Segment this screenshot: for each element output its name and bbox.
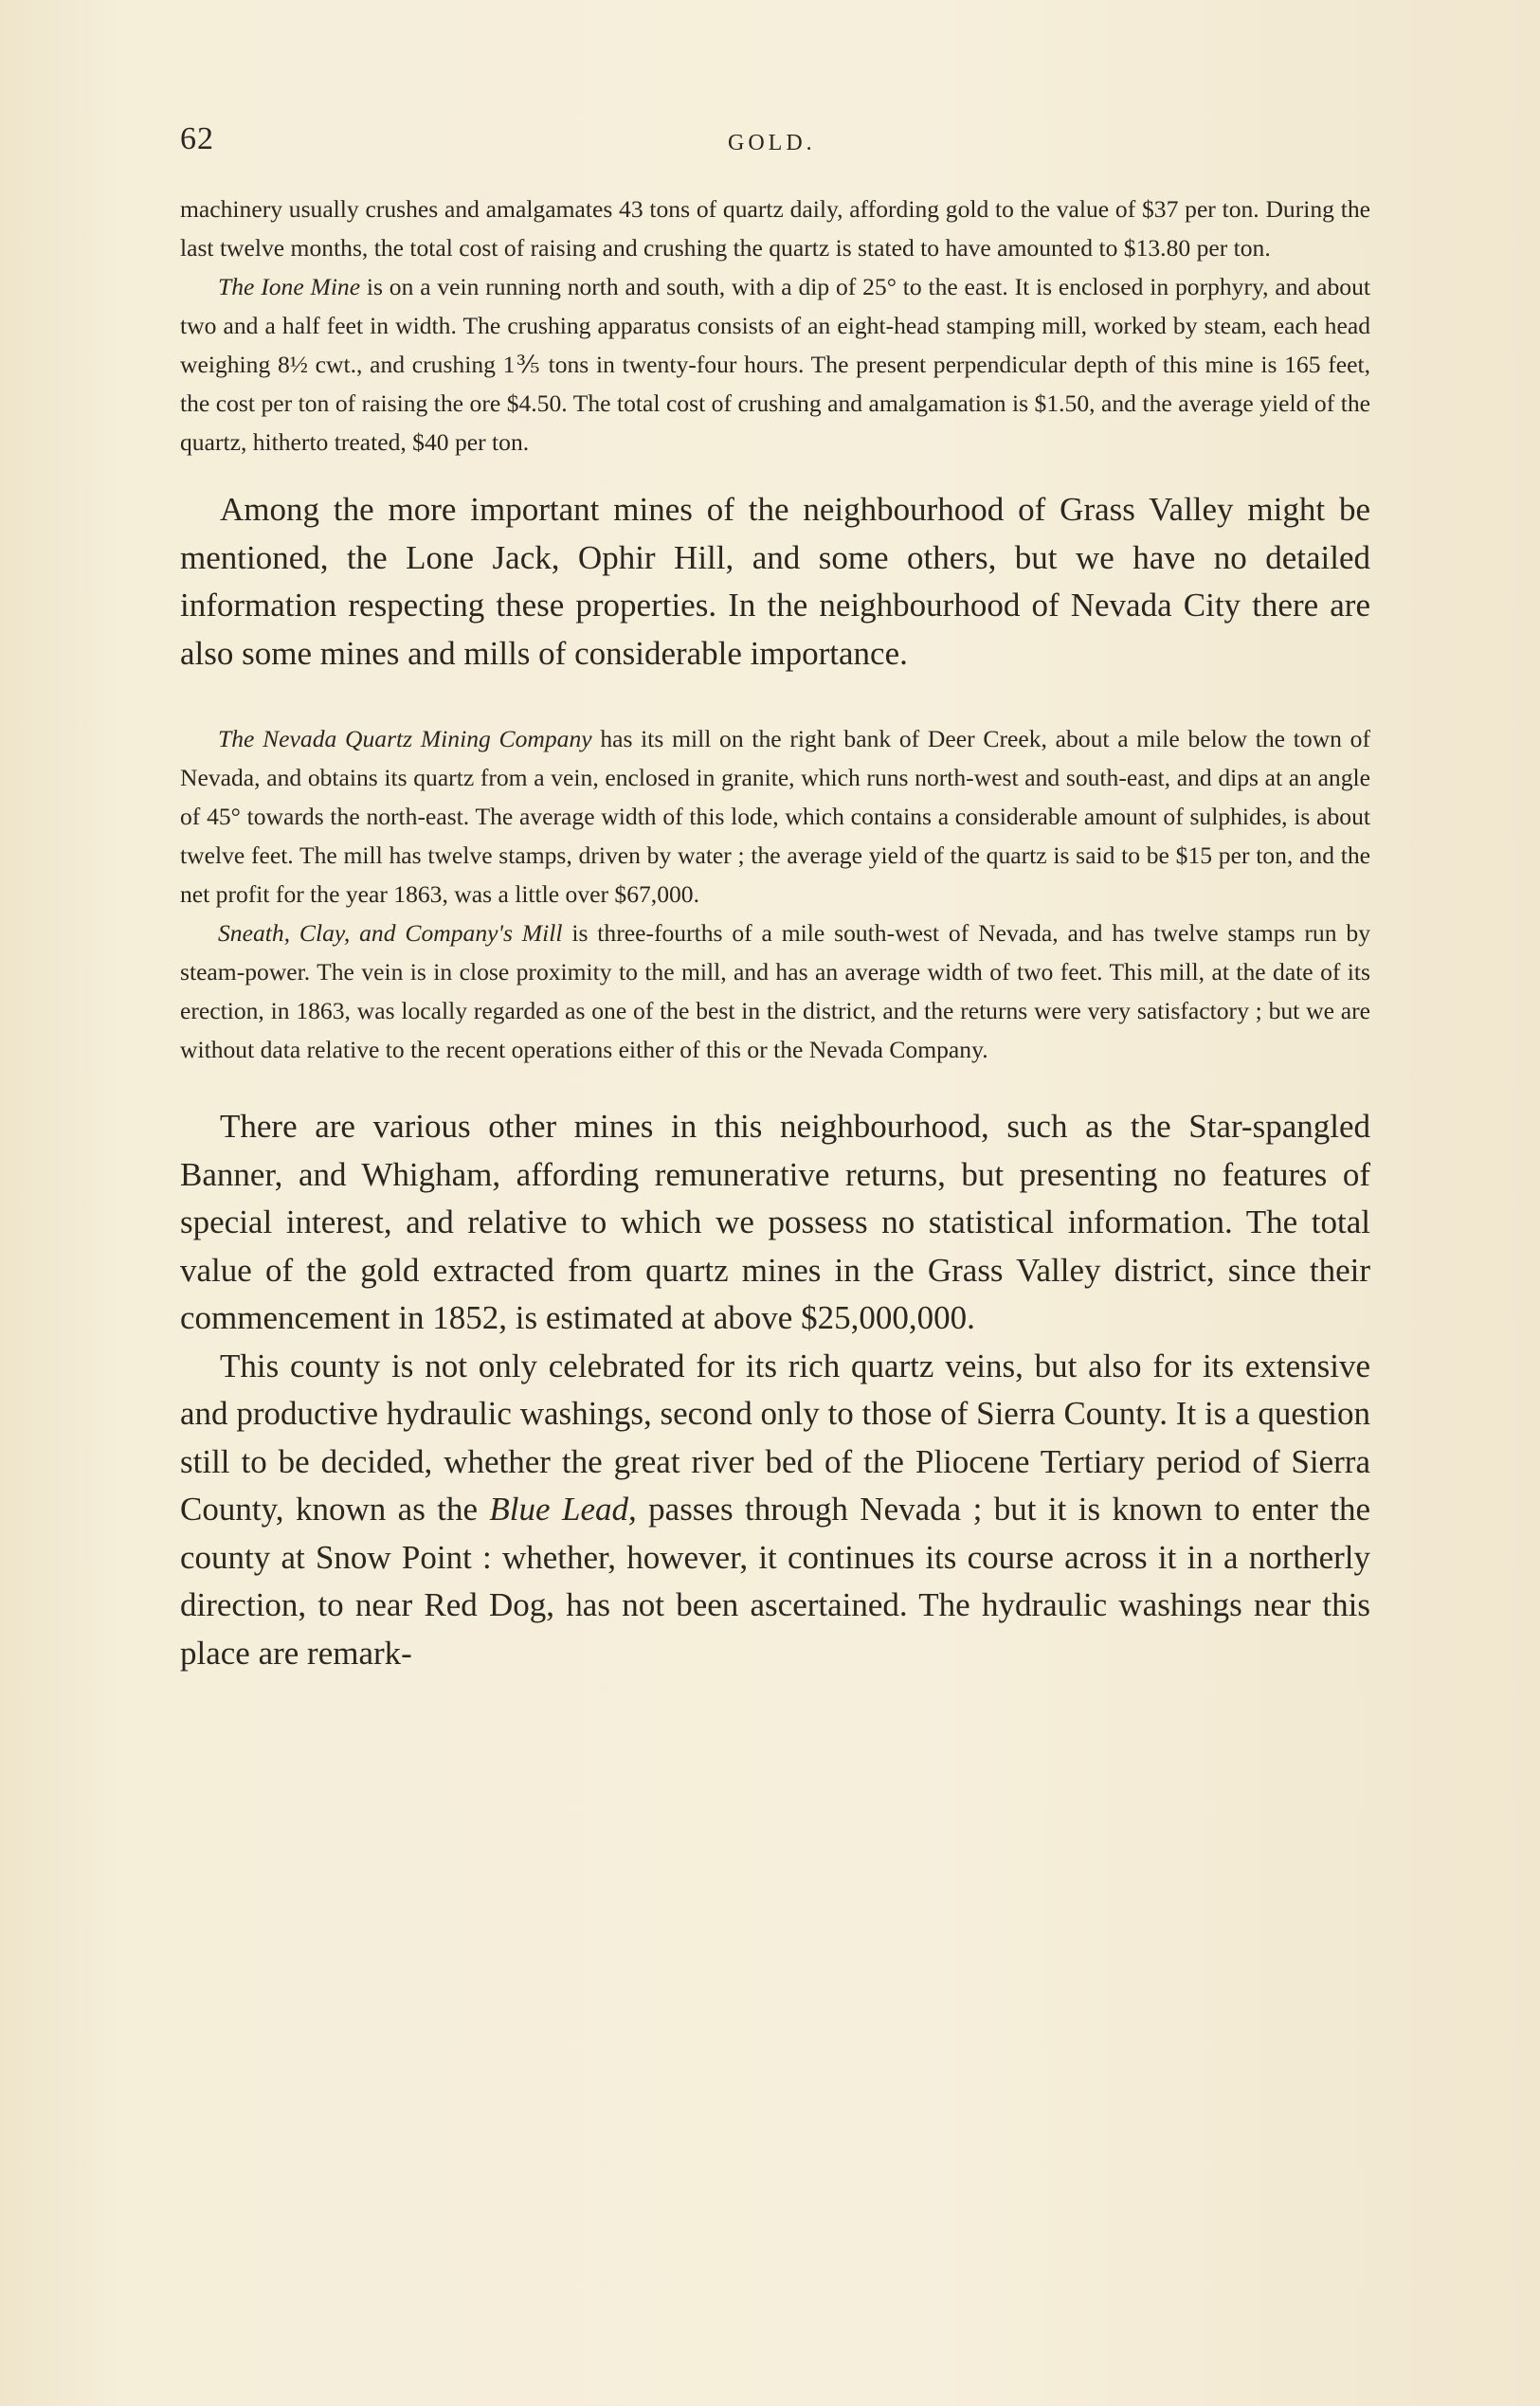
paragraph-text: This county is not only celebrated for its rich quartz veins, but also for its extensive and productive hydraulic washings, second only to those of Sierra County. It is a question still to be decided, whether the great river bed of the Pliocene Tertiary period of Sierra County, known as the	[180, 1347, 1370, 1528]
text-column	[180, 190, 1370, 1677]
paragraph-nevada-quartz-mining	[180, 719, 1370, 914]
paragraph-sneath-clay-mill	[180, 914, 1370, 1069]
page-number: 62	[180, 121, 214, 156]
paragraph-text: is three-fourths of a mile south-west of Nevada, and has twelve stamps run by steam-power. The vein is in close proximity to the mill, and has an average width of two feet. This mill, at the date of its erection, in 1863, was locally regarded as one of the best in the district, and the returns were very satisfactory ; but we are without data relative to the recent operations either of this or the Nevada Company.	[180, 919, 1370, 1063]
paragraph-text: has its mill on the right bank of Deer Creek, about a mile below the town of Nevada, and obtains its quartz from a vein, enclosed in granite, which runs north-west and south-east, and dips at an angle of 45° towards the north-east. The average width of this lode, which contains a considerable amount of sulphides, is about twelve feet. The mill has twelve stamps, driven by water ; the average yield of the quartz is said to be $15 per ton, and the net profit for the year 1863, was a little over $67,000.	[180, 725, 1370, 908]
blue-lead-term: Blue Lead,	[489, 1491, 637, 1528]
paragraph-text: Among the more important mines of the neighbourhood of Grass Valley might be mentioned, the Lone Jack, Ophir Hill, and some others, but we have no detailed information respecting these properties. In the neighbourhood of Nevada City there are also some mines and mills of considerable importance.	[180, 491, 1370, 672]
paragraph-text: There are various other mines in this neighbourhood, such as the Star-spangled Banner, and Whigham, affording remunerative returns, but presenting no features of special interest, and relative to which we possess no statistical information. The total value of the gold extracted from quartz mines in the Grass Valley district, since their commencement in 1852, is estimated at above $25,000,000.	[180, 1108, 1370, 1336]
paragraph-grass-valley-mines	[180, 486, 1370, 678]
paragraph-text-continued: passes through Nevada ; but it is known to enter the county at Snow Point : whether, however, it continues its course across it in a northerly direction, to near Red Dog, has not been ascertained. The hydraulic washings near this place are remark-	[180, 1491, 1370, 1672]
page-header	[180, 121, 1365, 159]
running-head: GOLD.	[728, 131, 816, 155]
paragraph-continued	[180, 190, 1370, 267]
paragraph-ione-mine	[180, 267, 1370, 461]
paragraph-text: is on a vein running north and south, with a dip of 25° to the east. It is enclosed in porphyry, and about two and a half feet in width. The crushing apparatus consists of an eight-head stamping mill, worked by steam, each head weighing 8½ cwt., and crushing 1⅗ tons in twenty-four hours. The present perpendicular depth of this mine is 165 feet, the cost per ton of raising the ore $4.50. The total cost of crushing and amalgamation is $1.50, and the average yield of the quartz, hitherto treated, $40 per ton.	[180, 273, 1370, 456]
paragraph-text: machinery usually crushes and amalgamates 43 tons of quartz daily, affording gold to the value of $37 per ton. During the last twelve months, the total cost of raising and crushing the quartz is stated to have amounted to $13.80 per ton.	[180, 195, 1370, 262]
mill-name: Sneath, Clay, and Company's Mill	[218, 919, 563, 947]
mine-name: The Ione Mine	[218, 273, 361, 300]
paragraph-hydraulic-washings	[180, 1343, 1370, 1678]
company-name: The Nevada Quartz Mining Company	[218, 725, 592, 752]
paragraph-other-mines	[180, 1103, 1370, 1343]
